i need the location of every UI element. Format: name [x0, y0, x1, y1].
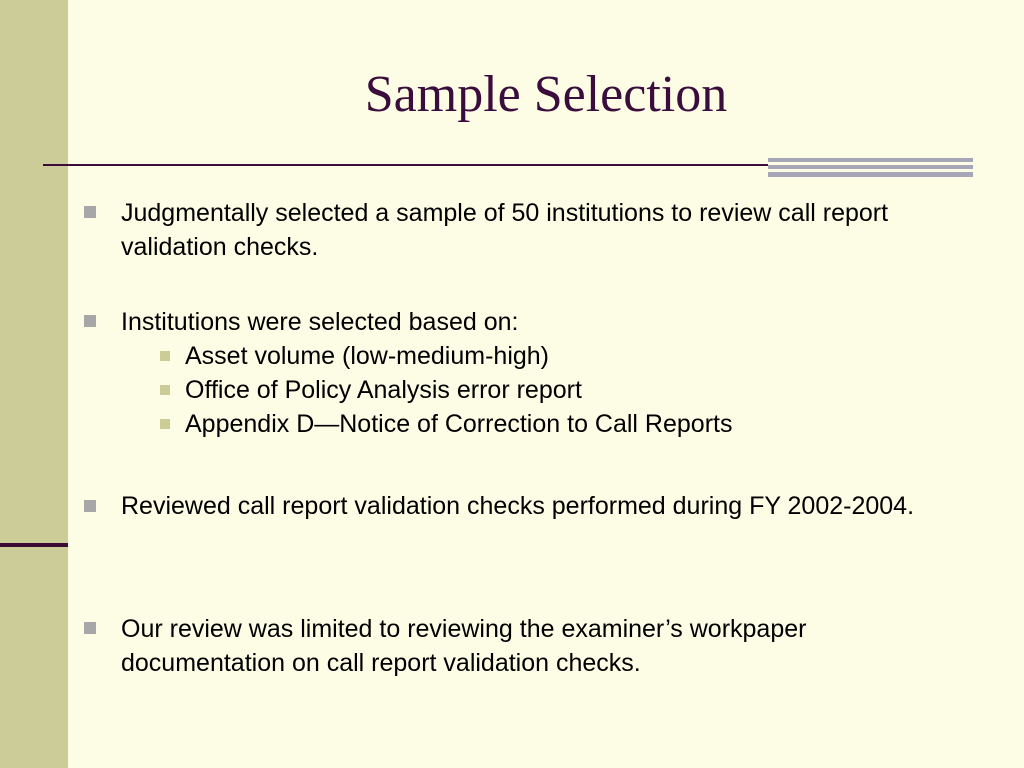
sub-bullet-item — [160, 407, 960, 441]
square-bullet-icon — [84, 315, 96, 327]
bullet-text: Reviewed call report validation checks performed during FY 2002-2004. — [121, 492, 915, 520]
square-sub-bullet-icon — [160, 351, 170, 361]
bullet-text: Our review was limited to reviewing the examiner’s workpaper documentation on call report validation checks. — [121, 615, 807, 677]
square-bullet-icon — [84, 206, 96, 218]
square-bullet-icon — [84, 622, 96, 634]
left-decorative-band — [0, 0, 68, 768]
square-sub-bullet-icon — [160, 385, 170, 395]
sub-bullet-text: Office of Policy Analysis error report — [185, 376, 582, 404]
bullet-item — [84, 486, 964, 527]
underline-bar — [768, 172, 973, 177]
bullet-text: Institutions were selected based on: — [121, 308, 519, 336]
bullet-item — [84, 305, 964, 339]
bullet-item — [84, 196, 964, 264]
bullet-item — [84, 612, 964, 680]
left-accent-line — [0, 543, 68, 547]
underline-bar — [768, 165, 973, 169]
square-bullet-icon — [84, 500, 96, 512]
bullet-text: Judgmentally selected a sample of 50 institutions to review call report validation checks. — [121, 199, 889, 261]
underline-bar — [768, 158, 973, 162]
title-underline-bars — [768, 158, 973, 177]
sub-bullet-text: Asset volume (low-medium-high) — [185, 342, 550, 370]
square-sub-bullet-icon — [160, 419, 170, 429]
title-underline — [43, 164, 768, 166]
sub-bullet-item — [160, 339, 960, 373]
sub-bullet-item — [160, 373, 960, 407]
sub-bullet-text: Appendix D—Notice of Correction to Call Reports — [185, 410, 733, 438]
slide-title: Sample Selection — [364, 66, 728, 123]
